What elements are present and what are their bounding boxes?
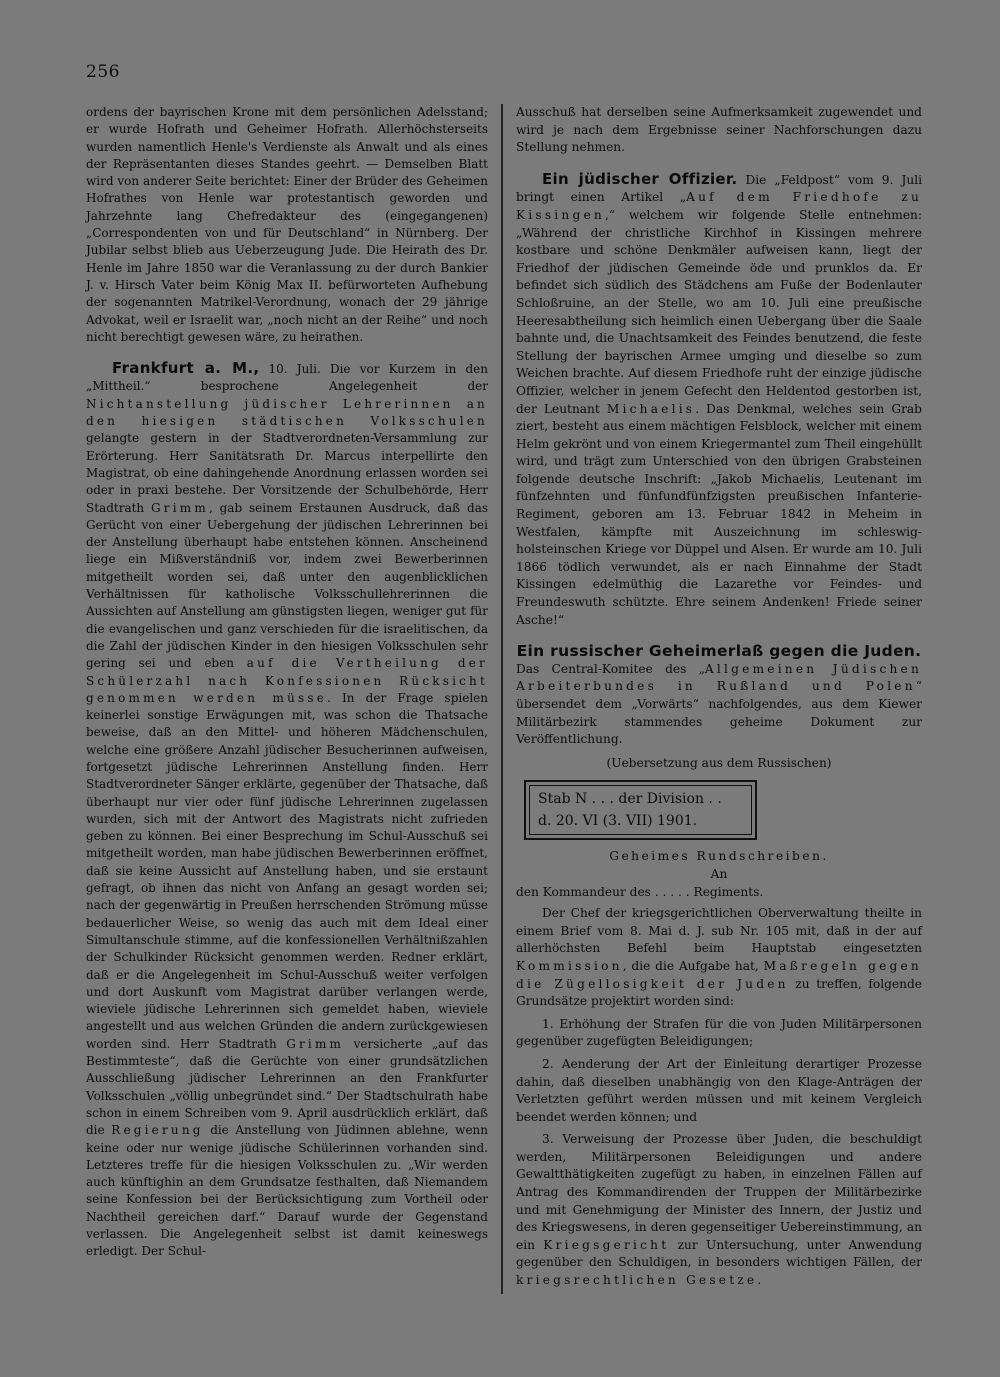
page-number: 256 (86, 62, 120, 82)
spaced-arbeiterbund: Allgemeinen Jüdischen Arbeiterbundes in Rußland und Polen (516, 661, 922, 694)
list-item-3 (516, 1131, 922, 1289)
secret-text-b: “ übersendet dem „Vorwärts“ nachfolgendes, aus dem Kiewer Militärbezirk stammendes geheime Dokument zur Veröffentlichung. (516, 679, 922, 747)
secret-text-a: Das Central-Komitee des „ (516, 661, 705, 676)
frankfurt-text-c: , gab seinem Erstaunen Ausdruck, daß das Gerücht von einer Uebergehung der jüdischen Lehrerinnen bei der Anstellung überhaupt habe entstehen können. Anscheinend liege ein Mißverständniß vor, indem zwei Bewerberinnen mitgetheilt worden sei, daß unter den augenblicklichen Verhältnissen für katholische Volksschullehrerinnen die Aussichten auf Anstellung am günstigsten liegen, weniger gut für die evangelischen und ganz verschieden für die israelitischen, da die Zahl der jüdischen Kinder in den hiesigen Volksschulen sehr gering sei und eben (86, 500, 489, 671)
spaced-kriegsgericht: Kriegsgericht (543, 1237, 670, 1252)
officer-article (516, 171, 922, 629)
spaced-grimm-1: Grimm (151, 500, 209, 515)
address-kommandeur: den Kommandeur des . . . . . Regiments. (516, 884, 764, 899)
henle-paragraph: ordens der bayrischen Krone mit dem persönlichen Adelsstand; er wurde Hofrath und Geheimer Hofrath. Allerhöchsterseits wurden namentlich Henle's Verdienste als Anwalt und als eines der Repräsentanten dieses Standes geehrt. — Demselben Blatt wird von anderer Seite berichtet: Einer der Brüder des Geheimen Hofrathes von Henle war protestantisch geworden und Jahrzehnte lang Chefredakteur des (eingegangenen) „Correspondenten von und für Deutschland“ in Nürnberg. Der Jubilar selbst blieb aus Ueberzeugung Jude. Die Heirath des Dr. Henle im Jahre 1850 war die Veranlassung zu der durch Bankier J. v. Hirsch Vater beim König Max II. befürworteten Aufhebung der sogenannten Matrikel-Verordnung, wonach der 29 jährige Advokat, weil er Israelit war, „noch nicht an der Reihe“ und noch nicht berechtigt gewesen wäre, zu heirathen. (86, 105, 488, 344)
column-divider (501, 104, 503, 1294)
officer-text-a: Die „Feldpost“ vom 9. Juli bringt einen Artikel „ (516, 172, 922, 205)
frankfurt-text-b: gelangte gestern in der Stadtverordneten-Versammlung zur Erörterung. Herr Sanitätsrath Dr. Marcus interpellirte den Magistrat, ob eine dahingehende Anordnung erlassen worden sei oder in praxi bestehe. Der Vorsitzende der Schulbehörde, Herr Stadtrath (86, 431, 488, 515)
list-item-1: 1. Erhöhung der Strafen für die von Juden Militärpersonen gegenüber zugefügten Beleidigungen; (516, 1016, 922, 1049)
stamp-line-1: Stab N . . . der Division . . (538, 791, 722, 808)
chef-paragraph (516, 905, 922, 1011)
item3-text-b: zur Untersuchung, unter Anwendung gegenüber den Schuldigen, in besonders wichtigen Fällen, der (516, 1237, 922, 1270)
frankfurt-text-e: versicherte „auf das Bestimmteste“, daß die Gerüchte von einer grundsätzlichen Ausschließung jüdischer Lehrerinnen an den Frankfurter Volksschulen „völlig unbegründet sind.“ Der Stadtschulrath habe schon in einem Schreiben vom 9. April ausdrücklich erklärt, daß die (86, 1036, 488, 1138)
left-column (86, 104, 488, 1261)
secret-decree-heading: Ein russischer Geheimerlaß gegen die Juden. (516, 642, 922, 661)
item3-text-c: . (757, 1273, 762, 1288)
address-an: An (710, 866, 728, 881)
spaced-massregeln: Maßregeln gegen die Zügellosigkeit der Juden (516, 958, 922, 991)
spaced-nichtanstellung: Nichtanstellung jüdischer Lehrerinnen an den hiesigen städtischen Volksschulen (86, 396, 488, 429)
rundschreiben-title: Geheimes Rundschreiben. (609, 849, 829, 864)
spaced-michaelis: Michaelis (606, 401, 696, 416)
stamp-line-2: d. 20. VI (3. VII) 1901. (538, 813, 698, 830)
spaced-regierung: Regierung (111, 1123, 204, 1138)
list-item-2: 2. Aenderung der Art der Einleitung derartiger Prozesse dahin, daß dieselben unabhängig von den Klage-Anträgen der Verletzten geführt werden müssen und mit keinem Vergleich beendet werden können; und (516, 1056, 922, 1124)
chef-text-c: zu treffen, folgende Grundsätze projektirt worden sind: (516, 976, 922, 1009)
officer-text-c: . Das Denkmal, welches sein Grab ziert, besteht aus einem mächtigen Felsblock, welcher mit einem Helm gekrönt und von einem Kriegermantel zum Theil eingehüllt wird, und trägt zum Unterschied von den übrigen Grabsteinen folgende deutsche Inschrift: „Jakob Michaelis, Leutenant im fünfzehnten und fünfundfünfzigsten preußischen Infanterie-Regiment, geboren am 13. Februar 1842 in Meheim in Westfalen, kämpfte mit Auszeichnung im schleswig-holsteinschen Kriege vor Düppel und Alsen. Er wurde am 10. Juli 1866 tödlich verwundet, als er nach Einnahme der Stadt Kissingen edelmüthig die Lazarethe vor Feindes- und Freundeswuth schützte. Ehre seinem Andenken! Friede seiner Asche!“ (516, 401, 922, 627)
frankfurt-text-f: die Anstellung von Jüdinnen ablehne, wenn keine oder nur wenige jüdische Schülerinnen vorhanden sind. Letzteres treffe für die hiesigen Volksschulen zu. „Wir werden auch künftighin an dem Grundsatze festhalten, daß Niemandem seine Konfession bei der Berücksichtigung zum Vortheil oder Nachtheil gereichen darf.“ Darauf wurde der Gegenstand verlassen. Die Angelegenheit selbst ist damit keineswegs erledigt. Der Schul- (86, 1123, 489, 1259)
chef-text-a: Der Chef der kriegsgerichtlichen Oberverwaltung theilte in einem Brief vom 8. Mai d. J. sub Nr. 105 mit, daß in der auf allerhöchsten Befehl beim Hauptstab eingesetzten (516, 906, 922, 956)
spaced-friedhofe: Auf dem Friedhofe zu Kissingen (516, 190, 922, 222)
frankfurt-text-d: . In der Frage spielen keinerlei sonstige Erwägungen mit, was schon die Thatsache beweise, daß an den Mittel- und höheren Mädchenschulen, welche eine größere Anzahl jüdischer Besucherinnen aufweisen, fortgesetzt jüdische Lehrerinnen Anstellung finden. Herr Stadtverordneter Sänger erklärte, gegenüber der Thatsache, daß überhaupt nur vier oder fünf jüdische Lehrerinnen zugelassen wurden, sich mit der Antwort des Magistrats nicht zufrieden geben zu können. Bei einer Besprechung im Schul-Ausschuß sei mitgetheilt worden, man habe jüdischen Bewerberinnen eröffnet, daß sie keine Aussicht auf Anstellung haben, und sie erstaunt gefragt, ob ihnen das nicht von Anfang an gesagt worden sei; nach der gegenwärtig in Preußen herrschenden Strömung müsse bedauerlicher Weise, so wenig das auch mit dem Ideal einer Simultanschule stimme, auf die konfessionellen Verhältnißzahlen der Schulkinder Rücksicht genommen werden. Redner erklärt, daß er die Angelegenheit im Schul-Ausschuß weiter verfolgen und dort Auskunft vom Magistrat darüber verlangen werde, wieviele jüdische Lehrerinnen sich gemeldet haben, wieviele angestellt und aus welchen Gründen die andern zurückgewiesen worden sind. Herr Stadtrath (86, 690, 488, 1051)
frankfurt-text-a: 10. Juli. Die vor Kurzem in den „Mittheil.“ besprochene Angelegenheit der (86, 362, 488, 394)
document-stamp-box (524, 780, 757, 840)
ausschuss-paragraph: Ausschuß hat derselben seine Aufmerksamkeit zugewendet und wird je nach dem Ergebnisse seiner Nachforschungen dazu Stellung nehmen. (516, 105, 922, 155)
frankfurt-heading: Frankfurt a. M., (112, 359, 260, 378)
secret-intro (516, 661, 922, 749)
item3-text-a: 3. Verweisung der Prozesse über Juden, die beschuldigt werden, Militärpersonen Beleidigungen und andere Gewaltthätigkeiten zugefügt zu haben, in einzelnen Fällen auf Antrag des Kommandirenden der Truppen der Militärbezirke und mit Genehmigung der Minister des Innern, der Justiz und des Kriegswesens, in deren gegenseitiger Uebereinstimmung, an ein (516, 1132, 922, 1252)
spaced-grimm-2: Grimm (286, 1036, 345, 1051)
spaced-kommission: Kommission (516, 958, 623, 973)
officer-text-b: ,“ welchem wir folgende Stelle entnehmen: „Während der christliche Kirchhof in Kissingen mehrere kostbare und schöne Denkmäler aufweisen kann, liegt der Friedhof der jüdischen Gemeinde öde und prunklos da. Er befindet sich südlich des Städchens am Fuße der Bodenlauter Schloßruine, an der Stelle, wo am 10. Juli eine preußische Heeresabtheilung sich heimlich einen Uebergang über die Saale bahnte und, die Unachtsamkeit des Feindes benutzend, die feste Stellung der bayrischen Armee umging und dieselbe so zum Weichen brachte. Auf diesem Friedhofe ruht der einzige jüdische Offizier, welcher in jenem Gefecht den Heldentod gestorben ist, der Leutnant (516, 207, 922, 416)
frankfurt-article (86, 360, 488, 1260)
chef-text-b: , die die Aufgabe hat, (622, 958, 764, 973)
right-column (516, 104, 922, 1290)
spaced-vertheilung: auf die Vertheilung der Schülerzahl nach Konfessionen Rücksicht genommen werden müsse (86, 656, 488, 705)
translation-note: (Uebersetzung aus dem Russischen) (606, 755, 832, 770)
spaced-kriegsrecht: kriegsrechtlichen Gesetze (516, 1273, 758, 1288)
officer-heading: Ein jüdischer Offizier. (542, 169, 738, 188)
